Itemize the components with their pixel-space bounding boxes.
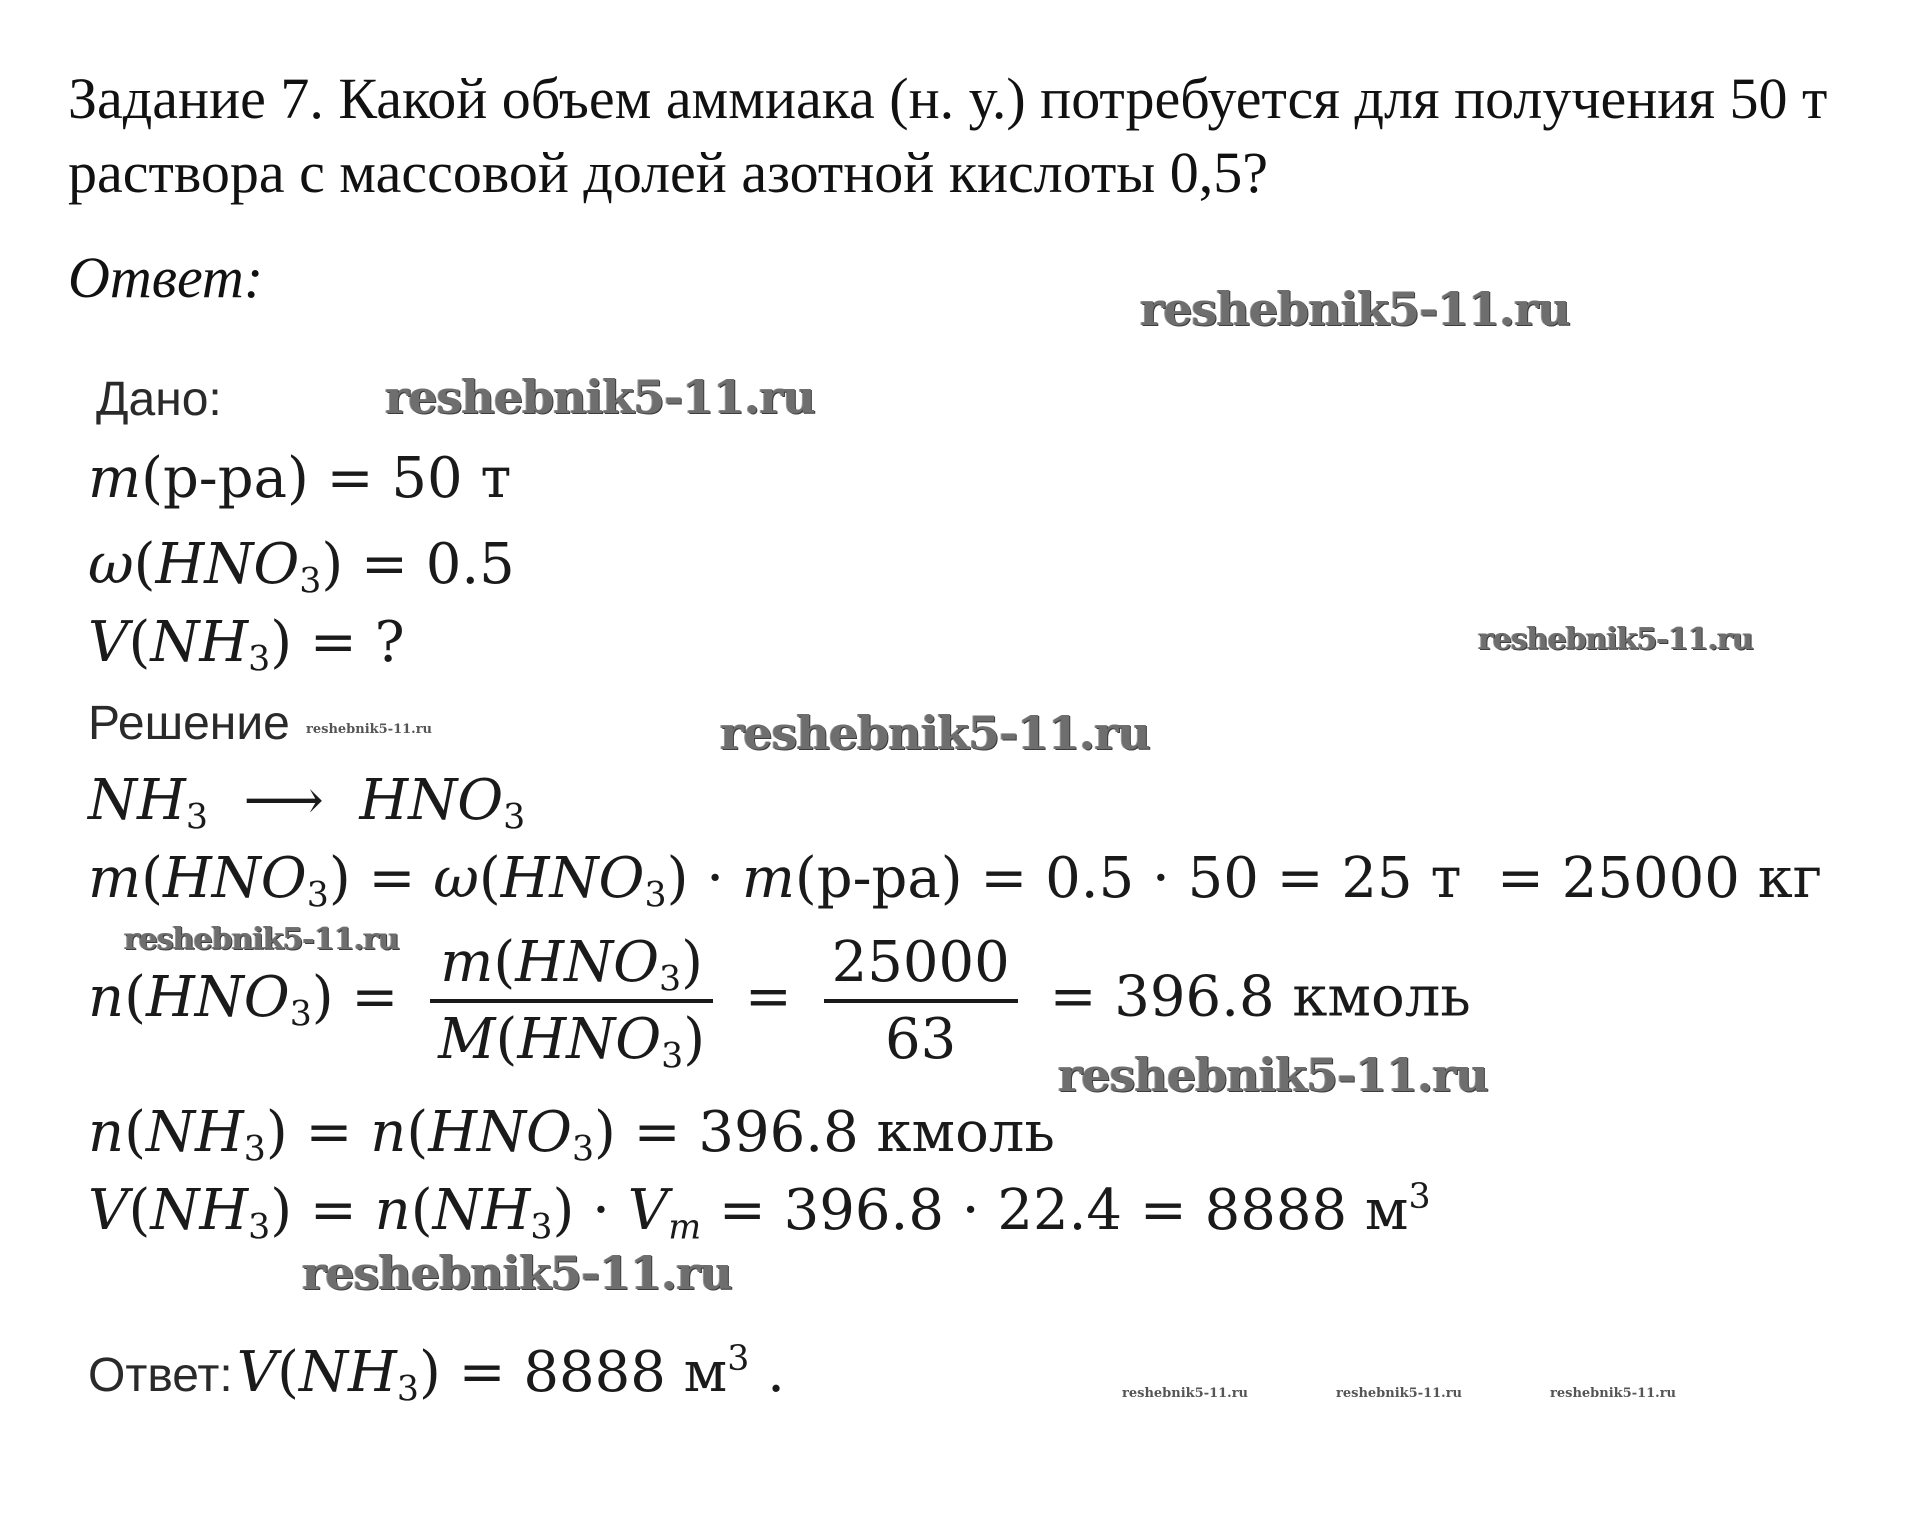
volume-calculation: $V(NH_3) = n(NH_3) \cdot V_m = 396.8 \cdot 22.4 = 8888$ $м^3$ [88,1177,1431,1248]
given-label: Дано: [96,373,222,426]
fraction-mass-over-molar: $\frac{m(HNO_3)}{M(HNO_3)}$ [430,930,713,1072]
moles-calculation: $n(HNO_3)$ = $\frac{m(HNO_3)}{M(HNO_3)}$ = $\frac{25000}{63}$ = 396.8 кмоль [88,930,1471,1077]
reaction-scheme: $NH_3$ ⟶ $HNO_3$ [88,768,526,838]
watermark: reshebnik5-11.ru [1122,1386,1249,1401]
watermark: reshebnik5-11.ru [1140,282,1570,336]
given-line-fraction: $\omega(HNO_3) = 0.5$ [88,532,515,602]
final-answer-label: Ответ: [88,1349,233,1402]
given-line-unknown: $V(NH_3)$ = ? [88,610,405,680]
fraction-numeric: $\frac{25000}{63}$ [824,930,1018,1072]
solution-label: Решение [88,697,290,750]
watermark: reshebnik5-11.ru [1550,1386,1677,1401]
watermark: reshebnik5-11.ru [720,706,1150,760]
watermark: reshebnik5-11.ru [1478,622,1753,657]
given-line-mass: m(р-ра) = 50 т [88,446,512,511]
nh3-moles: $n(NH_3) = n(HNO_3) = 396.8$ кмоль [88,1100,1055,1170]
watermark: reshebnik5-11.ru [1336,1386,1463,1401]
watermark: reshebnik5-11.ru [302,1246,732,1300]
task-text: Задание 7. Какой объем аммиака (н. у.) потребуется для получения 50 т раствора с массовой долей азотной кислоты 0,5? [68,66,1828,205]
watermark: reshebnik5-11.ru [1058,1048,1488,1102]
answer-heading: Ответ: [68,245,264,310]
mass-calculation: $m(HNO_3) = \omega(HNO_3) \cdot m(р-ра) = 0.5 \cdot 50 = 25$ т = 25000 кг [88,846,1823,916]
watermark: reshebnik5-11.ru [385,370,815,424]
final-answer: Ответ: $V(NH_3) = 8888$ $м^3$ . [88,1339,785,1410]
watermark: reshebnik5-11.ru [306,722,433,737]
watermark: reshebnik5-11.ru [124,922,399,957]
